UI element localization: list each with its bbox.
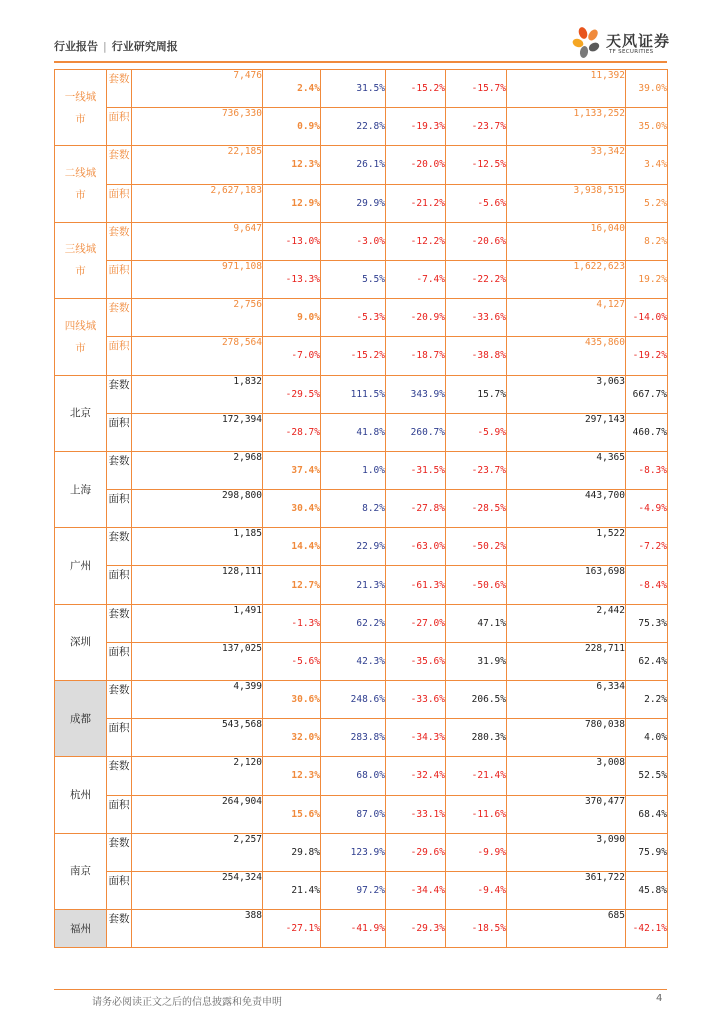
change-cell: -27.8%	[386, 490, 446, 528]
change-cell: -50.6%	[446, 566, 507, 604]
metric-cell: 面积	[107, 413, 132, 451]
city-name-cell: 三线城市	[55, 222, 107, 298]
table-row	[55, 871, 668, 909]
change-cell: -7.4%	[386, 260, 446, 298]
change-cell: 30.4%	[263, 490, 321, 528]
volume-cell: 4,365	[507, 451, 626, 489]
change-cell: -7.2%	[626, 528, 668, 566]
metric-cell: 面积	[107, 871, 132, 909]
change-cell: 3.4%	[626, 146, 668, 184]
metric-cell: 套数	[107, 910, 132, 948]
change-cell: -38.8%	[446, 337, 507, 375]
change-cell: 12.9%	[263, 184, 321, 222]
volume-cell: 1,832	[132, 375, 263, 413]
volume-cell: 33,342	[507, 146, 626, 184]
change-cell: 21.3%	[321, 566, 386, 604]
change-cell: -8.3%	[626, 451, 668, 489]
footer-disclaimer: 请务必阅读正文之后的信息披露和免责申明	[92, 997, 282, 1008]
table-row	[55, 719, 668, 757]
change-cell: 283.8%	[321, 719, 386, 757]
change-cell: -9.9%	[446, 833, 507, 871]
table-row	[55, 566, 668, 604]
change-cell: -34.3%	[386, 719, 446, 757]
volume-cell: 1,522	[507, 528, 626, 566]
volume-cell: 4,399	[132, 681, 263, 719]
change-cell: -20.9%	[386, 299, 446, 337]
change-cell: 31.9%	[446, 642, 507, 680]
volume-cell: 7,476	[132, 70, 263, 108]
change-cell: 39.0%	[626, 70, 668, 108]
company-logo	[572, 26, 672, 60]
table-row	[55, 757, 668, 795]
change-cell: 460.7%	[626, 413, 668, 451]
change-cell: -18.5%	[446, 910, 507, 948]
change-cell: 12.3%	[263, 146, 321, 184]
volume-cell: 3,063	[507, 375, 626, 413]
table-row	[55, 70, 668, 108]
metric-cell: 面积	[107, 719, 132, 757]
city-name-cell: 二线城市	[55, 146, 107, 222]
table-row	[55, 833, 668, 871]
change-cell: 343.9%	[386, 375, 446, 413]
change-cell: 19.2%	[626, 260, 668, 298]
metric-cell: 套数	[107, 833, 132, 871]
volume-cell: 1,491	[132, 604, 263, 642]
change-cell: -33.1%	[386, 795, 446, 833]
change-cell: -23.7%	[446, 451, 507, 489]
change-cell: 4.0%	[626, 719, 668, 757]
volume-cell: 2,442	[507, 604, 626, 642]
volume-cell: 11,392	[507, 70, 626, 108]
metric-cell: 面积	[107, 184, 132, 222]
volume-cell: 2,968	[132, 451, 263, 489]
change-cell: -20.6%	[446, 222, 507, 260]
volume-cell: 2,627,183	[132, 184, 263, 222]
change-cell: 45.8%	[626, 871, 668, 909]
change-cell: -5.9%	[446, 413, 507, 451]
change-cell: 75.9%	[626, 833, 668, 871]
change-cell: 32.0%	[263, 719, 321, 757]
change-cell: 29.9%	[321, 184, 386, 222]
sales-data-table	[54, 69, 668, 948]
change-cell: -33.6%	[446, 299, 507, 337]
change-cell: -1.3%	[263, 604, 321, 642]
change-cell: 75.3%	[626, 604, 668, 642]
volume-cell: 278,564	[132, 337, 263, 375]
city-name-cell: 四线城市	[55, 299, 107, 375]
change-cell: 22.9%	[321, 528, 386, 566]
metric-cell: 套数	[107, 757, 132, 795]
city-name-cell: 上海	[55, 451, 107, 527]
volume-cell: 172,394	[132, 413, 263, 451]
change-cell: -14.0%	[626, 299, 668, 337]
change-cell: -28.5%	[446, 490, 507, 528]
change-cell: -15.7%	[446, 70, 507, 108]
metric-cell: 套数	[107, 146, 132, 184]
change-cell: -50.2%	[446, 528, 507, 566]
change-cell: 15.6%	[263, 795, 321, 833]
volume-cell: 543,568	[132, 719, 263, 757]
volume-cell: 370,477	[507, 795, 626, 833]
metric-cell: 套数	[107, 604, 132, 642]
change-cell: 42.3%	[321, 642, 386, 680]
table-row	[55, 528, 668, 566]
change-cell: 31.5%	[321, 70, 386, 108]
volume-cell: 3,090	[507, 833, 626, 871]
change-cell: -27.1%	[263, 910, 321, 948]
metric-cell: 套数	[107, 528, 132, 566]
change-cell: 26.1%	[321, 146, 386, 184]
change-cell: 111.5%	[321, 375, 386, 413]
change-cell: 280.3%	[446, 719, 507, 757]
change-cell: 35.0%	[626, 108, 668, 146]
table-row	[55, 299, 668, 337]
change-cell: 2.2%	[626, 681, 668, 719]
volume-cell: 6,334	[507, 681, 626, 719]
metric-cell: 套数	[107, 681, 132, 719]
page-number: 4	[656, 993, 663, 1004]
change-cell: 37.4%	[263, 451, 321, 489]
metric-cell: 面积	[107, 566, 132, 604]
volume-cell: 780,038	[507, 719, 626, 757]
change-cell: 15.7%	[446, 375, 507, 413]
volume-cell: 1,185	[132, 528, 263, 566]
change-cell: -11.6%	[446, 795, 507, 833]
volume-cell: 163,698	[507, 566, 626, 604]
change-cell: 248.6%	[321, 681, 386, 719]
table-row	[55, 108, 668, 146]
change-cell: -21.4%	[446, 757, 507, 795]
metric-cell: 套数	[107, 299, 132, 337]
change-cell: 206.5%	[446, 681, 507, 719]
change-cell: -28.7%	[263, 413, 321, 451]
change-cell: -3.0%	[321, 222, 386, 260]
metric-cell: 面积	[107, 490, 132, 528]
metric-cell: 套数	[107, 451, 132, 489]
header-section: 行业报告	[54, 40, 98, 53]
volume-cell: 3,938,515	[507, 184, 626, 222]
change-cell: -42.1%	[626, 910, 668, 948]
change-cell: 52.5%	[626, 757, 668, 795]
volume-cell: 297,143	[507, 413, 626, 451]
volume-cell: 443,700	[507, 490, 626, 528]
table-row	[55, 146, 668, 184]
volume-cell: 264,904	[132, 795, 263, 833]
volume-cell: 2,120	[132, 757, 263, 795]
change-cell: 12.3%	[263, 757, 321, 795]
volume-cell: 388	[132, 910, 263, 948]
report-header	[54, 38, 178, 54]
change-cell: 68.0%	[321, 757, 386, 795]
change-cell: 667.7%	[626, 375, 668, 413]
change-cell: -31.5%	[386, 451, 446, 489]
change-cell: -13.0%	[263, 222, 321, 260]
change-cell: -61.3%	[386, 566, 446, 604]
table-row	[55, 260, 668, 298]
metric-cell: 套数	[107, 222, 132, 260]
city-name-cell: 成都	[55, 681, 107, 757]
change-cell: 5.2%	[626, 184, 668, 222]
metric-cell: 套数	[107, 70, 132, 108]
table-row	[55, 910, 668, 948]
change-cell: -22.2%	[446, 260, 507, 298]
metric-cell: 面积	[107, 337, 132, 375]
change-cell: -41.9%	[321, 910, 386, 948]
volume-cell: 4,127	[507, 299, 626, 337]
table-row	[55, 375, 668, 413]
change-cell: 123.9%	[321, 833, 386, 871]
change-cell: -9.4%	[446, 871, 507, 909]
metric-cell: 面积	[107, 795, 132, 833]
change-cell: -12.2%	[386, 222, 446, 260]
change-cell: -32.4%	[386, 757, 446, 795]
table-row	[55, 413, 668, 451]
change-cell: 29.8%	[263, 833, 321, 871]
table-row	[55, 451, 668, 489]
change-cell: 87.0%	[321, 795, 386, 833]
change-cell: 47.1%	[446, 604, 507, 642]
change-cell: -33.6%	[386, 681, 446, 719]
change-cell: -27.0%	[386, 604, 446, 642]
change-cell: -19.2%	[626, 337, 668, 375]
change-cell: 260.7%	[386, 413, 446, 451]
table-row	[55, 642, 668, 680]
change-cell: 2.4%	[263, 70, 321, 108]
change-cell: 97.2%	[321, 871, 386, 909]
change-cell: -20.0%	[386, 146, 446, 184]
volume-cell: 16,040	[507, 222, 626, 260]
change-cell: -4.9%	[626, 490, 668, 528]
metric-cell: 套数	[107, 375, 132, 413]
change-cell: 30.6%	[263, 681, 321, 719]
volume-cell: 128,111	[132, 566, 263, 604]
flower-logo-icon	[572, 26, 604, 60]
volume-cell: 1,622,623	[507, 260, 626, 298]
volume-cell: 736,330	[132, 108, 263, 146]
change-cell: 62.2%	[321, 604, 386, 642]
change-cell: -8.4%	[626, 566, 668, 604]
volume-cell: 254,324	[132, 871, 263, 909]
change-cell: 8.2%	[626, 222, 668, 260]
metric-cell: 面积	[107, 108, 132, 146]
volume-cell: 137,025	[132, 642, 263, 680]
volume-cell: 971,108	[132, 260, 263, 298]
change-cell: -18.7%	[386, 337, 446, 375]
metric-cell: 面积	[107, 260, 132, 298]
table-row	[55, 337, 668, 375]
change-cell: 12.7%	[263, 566, 321, 604]
metric-cell: 面积	[107, 642, 132, 680]
change-cell: -21.2%	[386, 184, 446, 222]
change-cell: -23.7%	[446, 108, 507, 146]
volume-cell: 2,756	[132, 299, 263, 337]
volume-cell: 2,257	[132, 833, 263, 871]
volume-cell: 22,185	[132, 146, 263, 184]
header-divider	[54, 61, 667, 63]
change-cell: -29.5%	[263, 375, 321, 413]
volume-cell: 228,711	[507, 642, 626, 680]
change-cell: 8.2%	[321, 490, 386, 528]
change-cell: -29.6%	[386, 833, 446, 871]
change-cell: 41.8%	[321, 413, 386, 451]
header-separator: |	[103, 40, 107, 53]
volume-cell: 435,860	[507, 337, 626, 375]
change-cell: -7.0%	[263, 337, 321, 375]
table-row	[55, 490, 668, 528]
table-row	[55, 681, 668, 719]
table-row	[55, 795, 668, 833]
table-row	[55, 184, 668, 222]
change-cell: 9.0%	[263, 299, 321, 337]
logo-name-cn: 天风证券	[606, 32, 671, 50]
volume-cell: 685	[507, 910, 626, 948]
change-cell: -5.6%	[446, 184, 507, 222]
change-cell: -13.3%	[263, 260, 321, 298]
table-row	[55, 222, 668, 260]
change-cell: -63.0%	[386, 528, 446, 566]
change-cell: -15.2%	[321, 337, 386, 375]
change-cell: 1.0%	[321, 451, 386, 489]
change-cell: 22.8%	[321, 108, 386, 146]
header-subsection: 行业研究周报	[111, 40, 178, 53]
city-name-cell: 一线城市	[55, 70, 107, 146]
change-cell: 14.4%	[263, 528, 321, 566]
city-name-cell: 福州	[55, 910, 107, 948]
city-name-cell: 广州	[55, 528, 107, 604]
table-body	[55, 70, 668, 948]
footer-divider	[54, 989, 667, 990]
change-cell: -19.3%	[386, 108, 446, 146]
change-cell: 5.5%	[321, 260, 386, 298]
change-cell: -29.3%	[386, 910, 446, 948]
volume-cell: 3,008	[507, 757, 626, 795]
change-cell: -5.6%	[263, 642, 321, 680]
change-cell: -5.3%	[321, 299, 386, 337]
change-cell: -12.5%	[446, 146, 507, 184]
table-row	[55, 604, 668, 642]
change-cell: -15.2%	[386, 70, 446, 108]
city-name-cell: 杭州	[55, 757, 107, 833]
volume-cell: 298,800	[132, 490, 263, 528]
volume-cell: 9,647	[132, 222, 263, 260]
city-name-cell: 北京	[55, 375, 107, 451]
city-name-cell: 南京	[55, 833, 107, 909]
change-cell: 0.9%	[263, 108, 321, 146]
volume-cell: 361,722	[507, 871, 626, 909]
volume-cell: 1,133,252	[507, 108, 626, 146]
change-cell: 21.4%	[263, 871, 321, 909]
logo-name-en: TF SECURITIES	[609, 49, 654, 55]
change-cell: -34.4%	[386, 871, 446, 909]
change-cell: 62.4%	[626, 642, 668, 680]
city-name-cell: 深圳	[55, 604, 107, 680]
change-cell: 68.4%	[626, 795, 668, 833]
change-cell: -35.6%	[386, 642, 446, 680]
